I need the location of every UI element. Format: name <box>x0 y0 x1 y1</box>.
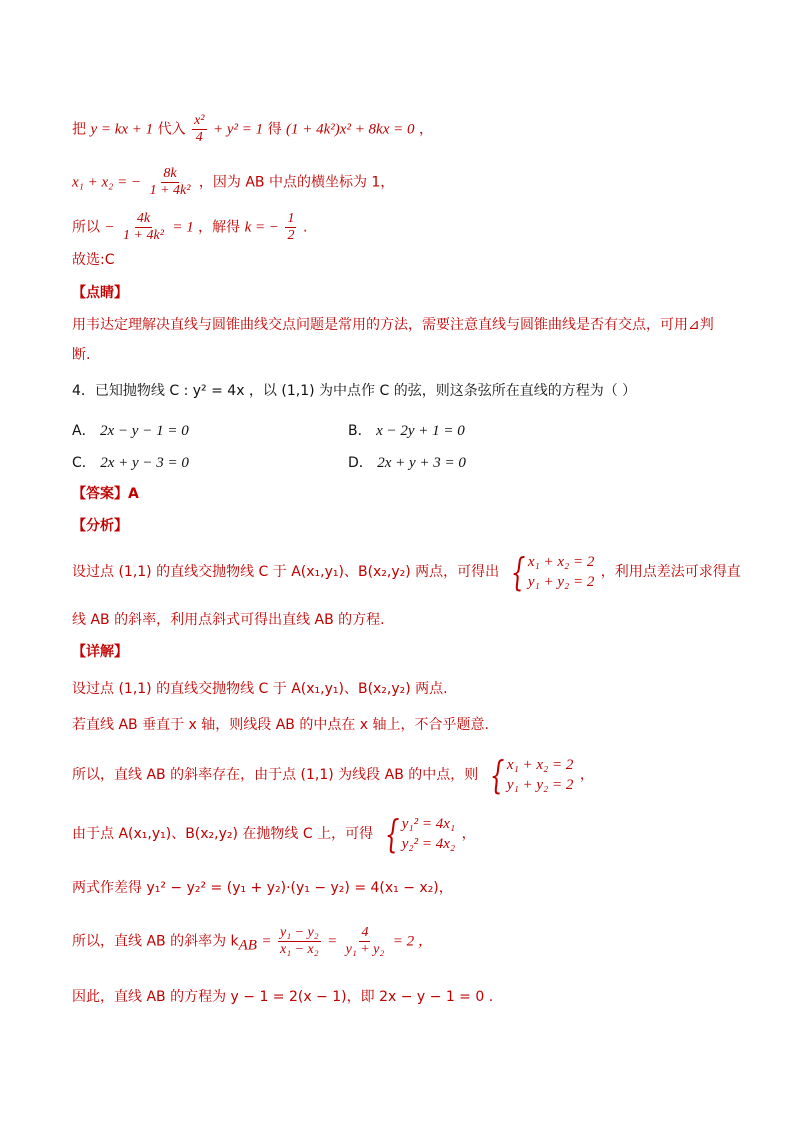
text: 所以，直线 AB 的斜率存在，由于点 (1,1) 为线段 AB 的中点，则 <box>72 767 479 783</box>
math-expr: − <box>104 219 115 236</box>
detail-line-4 <box>72 814 476 854</box>
brace-icon: { <box>489 753 505 797</box>
option-text: 2x + y − 3 = 0 <box>100 455 189 471</box>
fraction <box>121 211 166 244</box>
option-a[interactable] <box>72 420 189 440</box>
equation-row: y₁² = 4x₁ <box>401 816 456 832</box>
text: 所以，直线 AB 的斜率为 k <box>72 933 239 950</box>
denominator: x₁ − x₂ <box>280 942 319 957</box>
answer: 【答案】A <box>72 486 139 502</box>
section-heading-detail: 【详解】 <box>72 644 128 660</box>
detail-line-7: 因此，直线 AB 的方程为 y − 1 = 2(x − 1)，即 2x − y − 1 = 0 . <box>72 989 494 1005</box>
math-expr: (1 + 4k²)x² + 8kx = 0 <box>286 121 415 138</box>
numerator: 4k <box>136 211 151 226</box>
fraction <box>344 925 387 958</box>
numerator: 8k <box>163 166 177 181</box>
option-label: A． <box>72 423 96 439</box>
solution-line-4: 故选:C <box>72 252 115 268</box>
denominator: y₁ + y₂ <box>345 942 385 957</box>
fraction <box>285 211 296 244</box>
option-d[interactable] <box>348 452 466 472</box>
analysis-line-2: 线 AB 的斜率，利用点斜式可得出直线 AB 的方程. <box>72 612 385 628</box>
equation-system <box>380 814 456 854</box>
text: ， <box>579 767 594 783</box>
text: ， <box>418 121 433 138</box>
math-expr: + y² = 1 <box>212 121 264 138</box>
text: . <box>302 219 308 236</box>
equation-system <box>506 552 595 592</box>
option-c[interactable] <box>72 452 189 472</box>
equation-row: y₂² = 4x₂ <box>401 836 456 852</box>
detail-line-6 <box>72 925 433 958</box>
subscript: AB <box>238 937 257 954</box>
denominator: 4 <box>195 130 203 145</box>
brace-icon: { <box>384 812 399 856</box>
math-expr: x₁ + x₂ = − <box>72 174 142 191</box>
text: ，利用点差法可求得直 <box>600 564 741 580</box>
fraction <box>278 925 321 958</box>
text: 得 <box>267 121 282 138</box>
math-expr: = <box>327 933 338 950</box>
denominator: 2 <box>287 228 295 243</box>
option-label: B． <box>348 423 372 439</box>
solution-line-2 <box>72 166 394 199</box>
fraction <box>192 113 206 146</box>
math-expr: y = kx + 1 <box>90 121 154 138</box>
fraction <box>148 166 193 199</box>
math-expr: k = − <box>244 219 280 236</box>
text: 设过点 (1,1) 的直线交抛物线 C 于 A(x₁,y₁)、B(x₂,y₂) 两点，可得出 <box>72 564 500 580</box>
detail-line-3 <box>72 755 594 795</box>
option-text: 2x − y − 1 = 0 <box>100 423 189 439</box>
numerator: 1 <box>287 211 295 226</box>
text: 把 <box>72 121 86 138</box>
analysis-line-1 <box>72 552 741 592</box>
solution-line-3 <box>72 211 307 244</box>
denominator: 1 + 4k² <box>123 228 164 243</box>
text: ，解得 <box>198 219 241 236</box>
math-expr: = <box>261 933 272 950</box>
detail-line-5: 两式作差得 y₁² − y₂² = (y₁ + y₂)·(y₁ − y₂) = 4(x₁ − x₂)， <box>72 880 453 896</box>
solution-line-1 <box>72 113 433 146</box>
question-number: 4． <box>72 383 95 399</box>
equation-row: y₁ + y₂ = 2 <box>527 574 595 590</box>
denominator: 1 + 4k² <box>149 183 191 198</box>
text: ， <box>461 826 476 842</box>
tip-text-2: 断. <box>72 347 91 363</box>
tip-text-1: 用韦达定理解决直线与圆锥曲线交点问题是常用的方法，需要注意直线与圆锥曲线是否有交点，可用⊿判 <box>72 317 714 333</box>
brace-icon: { <box>510 550 525 594</box>
question-text: 已知抛物线 C : y² = 4x ，以 (1,1) 为中点作 C 的弦，则这条弦所在直线的方程为（ ） <box>94 383 637 399</box>
equation-row: x₁ + x₂ = 2 <box>527 554 595 570</box>
option-label: C． <box>72 455 96 471</box>
math-expr: = 2 ， <box>392 933 433 950</box>
option-text: 2x + y + 3 = 0 <box>377 455 466 471</box>
text: 由于点 A(x₁,y₁)、B(x₂,y₂) 在抛物线 C 上，可得 <box>72 826 374 842</box>
numerator: y₁ − y₂ <box>280 925 319 940</box>
equation-row: y₁ + y₂ = 2 <box>506 777 574 793</box>
numerator: x² <box>194 113 205 128</box>
equation-system <box>485 755 574 795</box>
numerator: 4 <box>361 925 369 940</box>
text: 代入 <box>157 121 186 138</box>
text: ，因为 AB 中点的横坐标为 1， <box>198 174 395 191</box>
option-b[interactable] <box>348 420 465 440</box>
option-label: D． <box>348 455 373 471</box>
question-4 <box>72 381 636 401</box>
equation-row: x₁ + x₂ = 2 <box>506 757 574 773</box>
section-heading-tip: 【点睛】 <box>72 285 128 301</box>
detail-line-2: 若直线 AB 垂直于 x 轴，则线段 AB 的中点在 x 轴上，不合乎题意. <box>72 717 489 733</box>
text: 所以 <box>72 219 100 236</box>
detail-line-1: 设过点 (1,1) 的直线交抛物线 C 于 A(x₁,y₁)、B(x₂,y₂) 两点. <box>72 681 448 697</box>
math-expr: = 1 <box>172 219 194 236</box>
option-text: x − 2y + 1 = 0 <box>376 423 465 439</box>
section-heading-analysis: 【分析】 <box>72 518 128 534</box>
